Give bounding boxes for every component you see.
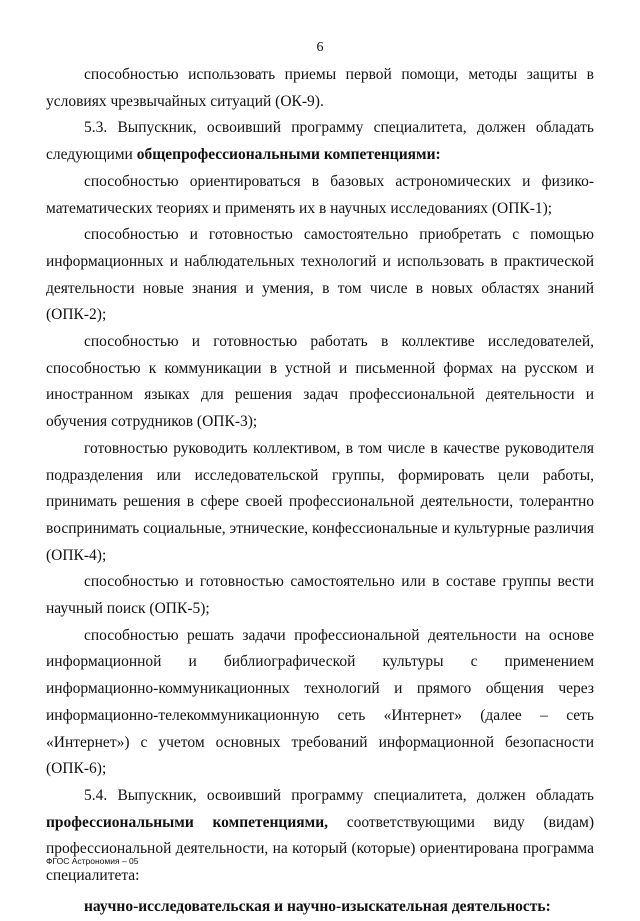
paragraph-5-4-text: 5.4. Выпускник, освоивший программу специалитета, должен обладать (84, 786, 594, 804)
paragraph-5-4 (46, 783, 594, 890)
sub-heading (46, 894, 594, 921)
document-body (46, 62, 594, 921)
paragraph-opk6: способностью решать задачи профессиональной деятельности на основе информационной и библиографической культуры с применением информационно-коммуникационных технологий и прямого общения через информационно-телекоммуникационную сеть «Интернет» (далее – сеть «Интернет») с учетом основных требований информационной безопасности (ОПК-6); (46, 626, 594, 778)
paragraph-opk1: способностью ориентироваться в базовых астрономических и физико-математических теориях и применять их в научных исследованиях (ОПК-1); (46, 172, 594, 217)
paragraph-5-3-bold: общепрофессиональными компетенциями: (136, 146, 441, 164)
paragraph-opk2: способностью и готовностью самостоятельно приобретать с помощью информационных и наблюдательных технологий и использовать в практической деятельности новые знания и умения, в том числе в новых областях знаний (ОПК-2); (46, 226, 594, 324)
paragraph-opk5: способностью и готовностью самостоятельно или в составе группы вести научный поиск (ОПК-5); (46, 573, 594, 618)
paragraph-5-3-text: 5.3. Выпускник, освоивший программу специалитета, должен обладать следующими (46, 119, 594, 164)
paragraph-5-4-bold: профессиональными компетенциями, (46, 813, 329, 831)
paragraph-5-3 (46, 115, 594, 168)
footer: ФГОС Астрономия – 05 (46, 856, 139, 866)
paragraph-ok9: способностью использовать приемы первой помощи, методы защиты в условиях чрезвычайных ситуаций (ОК-9). (46, 66, 594, 110)
page-number: 6 (316, 40, 324, 55)
paragraph-5-4-tail: соответствующими виду (видам) профессиональной деятельности, на который (которые) ориентирована программа специалитета: (46, 813, 594, 885)
paragraph-opk4: готовностью руководить коллективом, в том числе в качестве руководителя подразделения или исследовательской группы, формировать цели работы, принимать решения в сфере своей профессиональной деятельности, толерантно воспринимать социальные, этнические, конфессиональные и культурные различия (ОПК-4); (46, 439, 594, 564)
sub-heading-text: научно-исследовательская и научно-изыскательная деятельность: (84, 897, 551, 915)
paragraph-opk3: способностью и готовностью работать в коллективе исследователей, способностью к коммуникации в устной и письменной формах на русском и иностранном языках для решения задач профессиональной деятельности и обучения сотрудников (ОПК-3); (46, 333, 594, 431)
